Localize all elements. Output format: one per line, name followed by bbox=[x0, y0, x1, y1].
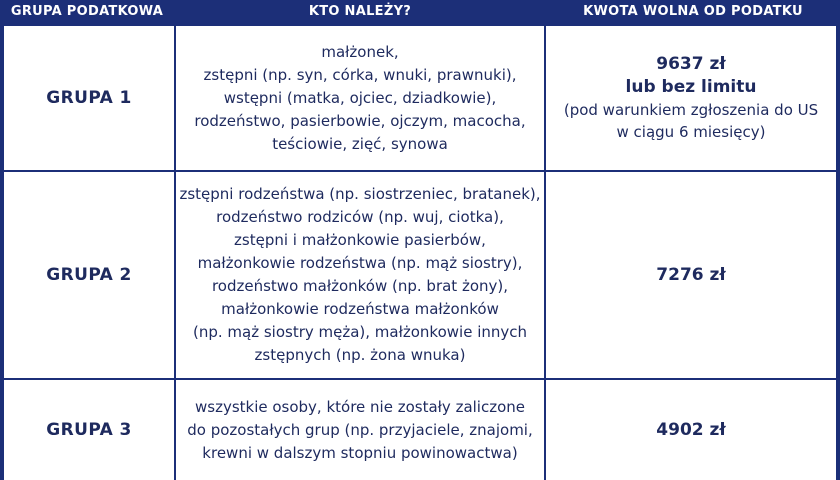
group-label: GRUPA 2 bbox=[46, 265, 132, 285]
amount-extra: lub bez limitu bbox=[625, 77, 757, 97]
members-list bbox=[181, 396, 539, 465]
members-line: zstępnych (np. żona wnuka) bbox=[254, 346, 466, 364]
amount-cell bbox=[546, 380, 836, 480]
header-who-column: KTO NALEŻY? bbox=[308, 4, 412, 19]
members-list bbox=[188, 41, 531, 156]
members-line: rodzeństwo rodziców (np. wuj, ciotka), bbox=[216, 208, 504, 226]
members-line: teściowie, zięć, synowa bbox=[272, 134, 448, 153]
amount-cell bbox=[546, 172, 836, 378]
members-line: rodzeństwo małżonków (np. brat żony), bbox=[211, 277, 509, 295]
members-cell bbox=[176, 172, 544, 378]
amount-note-line: (pod warunkiem zgłoszenia do US bbox=[563, 101, 819, 119]
group-cell bbox=[4, 172, 174, 378]
header-group-column: GRUPA PODATKOWA bbox=[10, 4, 164, 19]
members-line: wstępni (matka, ojciec, dziadkowie), bbox=[223, 88, 497, 107]
members-line: zstępni rodzeństwa (np. siostrzeniec, bratanek), bbox=[179, 185, 541, 203]
members-line: wszystkie osoby, które nie zostały zaliczone bbox=[194, 397, 525, 416]
amount-note-line: w ciągu 6 miesięcy) bbox=[616, 123, 766, 141]
members-line: małżonkowie rodzeństwa małżonków bbox=[221, 300, 499, 318]
table-header bbox=[0, 0, 840, 26]
group-cell bbox=[4, 380, 174, 480]
members-line: rodzeństwo, pasierbowie, ojczym, macocha, bbox=[194, 111, 526, 130]
header-amount-column: KWOTA WOLNA OD PODATKU bbox=[583, 4, 803, 19]
members-line: (np. mąż siostry męża), małżonkowie innych bbox=[192, 323, 528, 341]
members-cell bbox=[176, 26, 544, 170]
members-line: zstępni i małżonkowie pasierbów, bbox=[234, 231, 486, 249]
amount-cell bbox=[546, 26, 836, 170]
members-line: do pozostałych grup (np. przyjaciele, znajomi, bbox=[187, 420, 533, 439]
members-line: małżonkowie rodzeństwa (np. mąż siostry), bbox=[197, 254, 523, 272]
group-label: GRUPA 3 bbox=[46, 420, 132, 440]
members-line: krewni w dalszym stopniu powinowactwa) bbox=[202, 443, 518, 462]
members-line: zstępni (np. syn, córka, wnuki, prawnuki), bbox=[203, 65, 517, 84]
amount-value: 4902 zł bbox=[656, 419, 726, 440]
members-list bbox=[173, 183, 546, 367]
amount-block bbox=[564, 53, 818, 143]
group-cell bbox=[4, 26, 174, 170]
members-line: małżonek, bbox=[321, 42, 399, 61]
members-cell bbox=[176, 380, 544, 480]
amount-value: 7276 zł bbox=[656, 264, 726, 285]
amount-value: 9637 zł bbox=[656, 54, 726, 74]
group-label: GRUPA 1 bbox=[46, 88, 132, 108]
